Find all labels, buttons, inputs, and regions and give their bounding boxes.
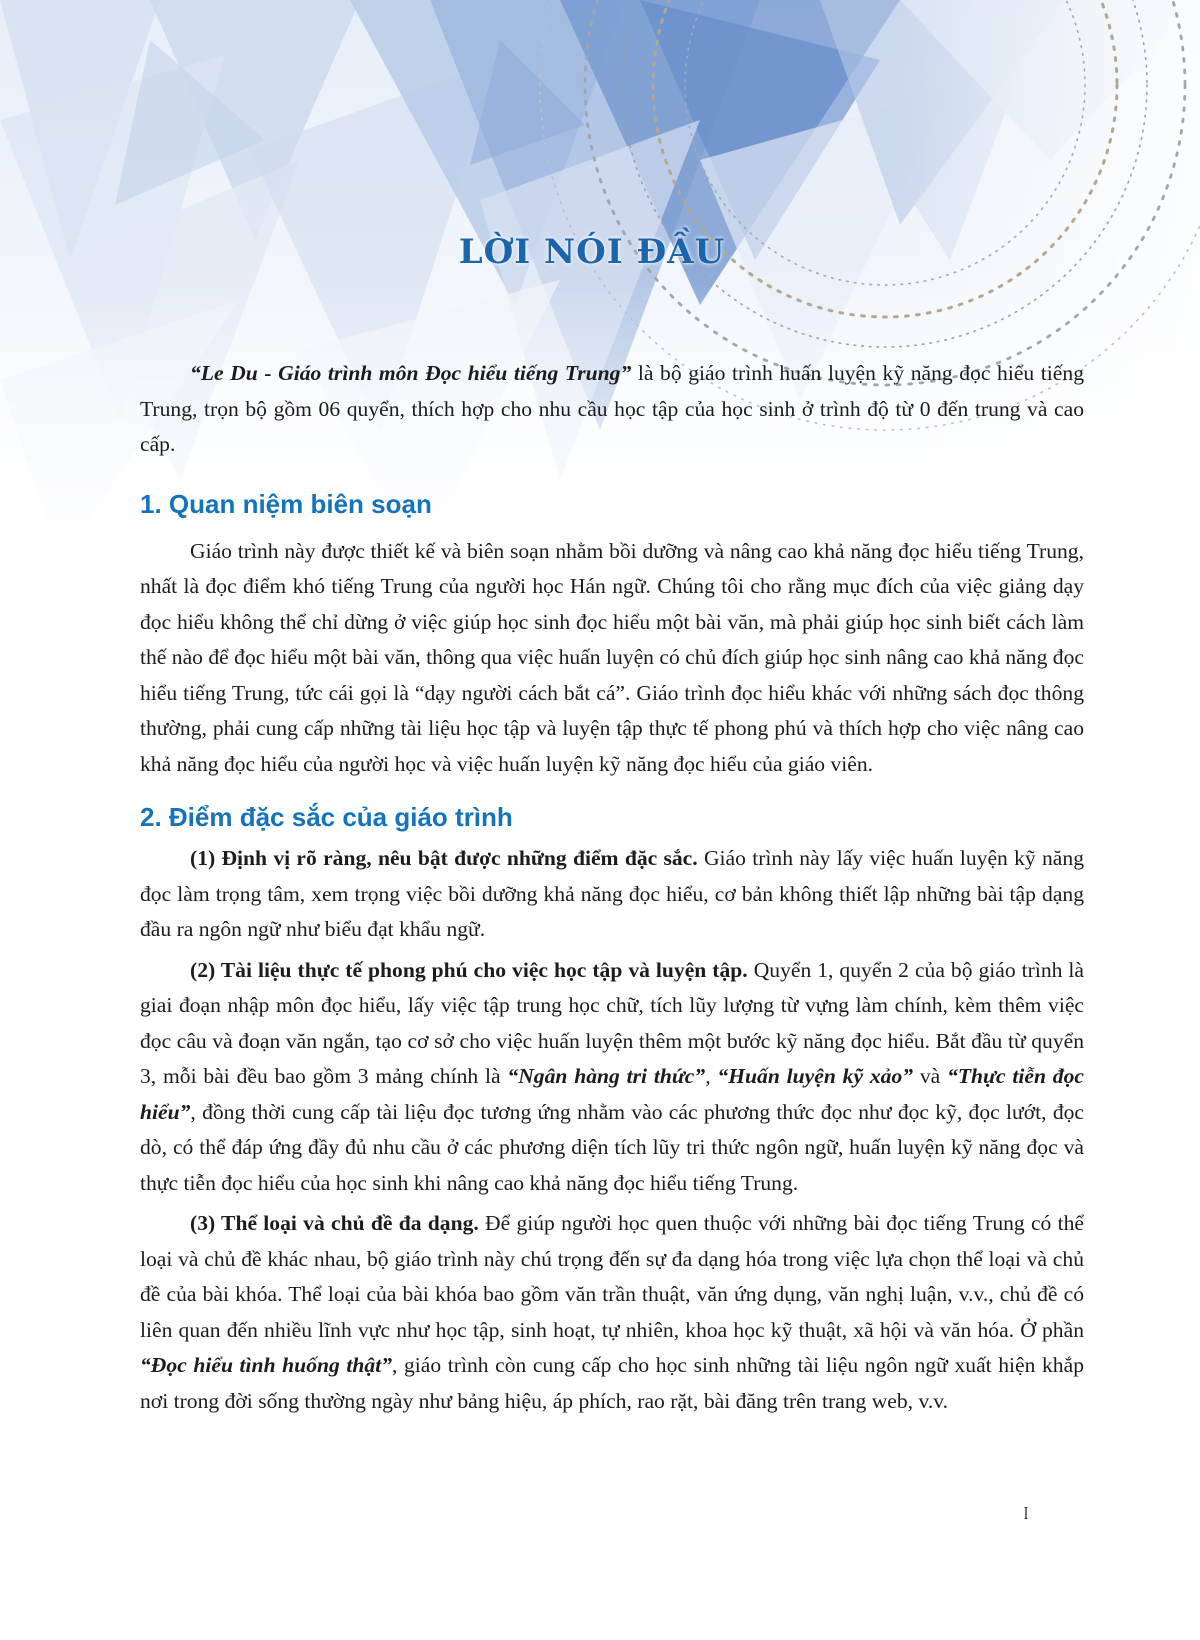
- section-heading-2: 2. Điểm đặc sắc của giáo trình: [140, 802, 513, 832]
- text-segment: “Le Du - Giáo trình môn Đọc hiểu tiếng Trung”: [190, 361, 638, 385]
- text-segment: là bộ giáo trình huấn luyện kỹ năng đọc hiểu tiếng Trung, trọn bộ gồm 06 quyển, thích hợp cho nhu cầu học tập của học sinh ở trình độ từ 0 đến trung và cao cấp.: [140, 361, 1084, 456]
- text-segment: Giáo trình này lấy việc huấn luyện kỹ năng đọc làm trọng tâm, xem trọng việc bồi dưỡng khả năng đọc hiểu, cơ bản không thiết lập những bài tập dạng đầu ra ngôn ngữ như biểu đạt khẩu ngữ.: [140, 846, 1084, 941]
- section-heading-1: 1. Quan niệm biên soạn: [140, 488, 432, 519]
- text-segment: “Huấn luyện kỹ xảo”: [717, 1064, 914, 1088]
- feature-3-paragraph: [140, 1206, 1084, 1419]
- text-segment: (2) Tài liệu thực tế phong phú cho việc học tập và luyện tập.: [190, 957, 754, 982]
- feature-2-paragraph: [140, 953, 1084, 1202]
- text-segment: , giáo trình còn cung cấp cho học sinh những tài liệu ngôn ngữ xuất hiện khắp nơi trong đời sống thường ngày như bảng hiệu, áp phích, rao rặt, bài đăng trên trang web, v.v.: [140, 1353, 1084, 1413]
- section-1-paragraph: [140, 534, 1084, 783]
- text-segment: (1) Định vị rõ ràng, nêu bật được những điểm đặc sắc.: [190, 846, 704, 870]
- text-segment: và: [913, 1064, 948, 1088]
- text-segment: Quyển 1, quyển 2 của bộ giáo trình là giai đoạn nhập môn đọc hiểu, lấy việc tập trung học chữ, tích lũy lượng từ vựng làm chính, kèm thêm việc đọc câu và đoạn văn ngắn, tạo cơ sở cho việc huấn luyện thêm một bước kỹ năng đọc hiểu. Bắt đầu từ quyển 3, mỗi bài đều bao gồm 3 mảng chính là: [140, 957, 1085, 1088]
- text-segment: “Thực tiễn đọc hiểu”: [140, 1064, 1084, 1124]
- page-title: LỜI NÓI ĐẦU: [458, 232, 726, 272]
- text-segment: (3) Thể loại và chủ đề đa dạng.: [190, 1211, 486, 1235]
- text-segment: Để giúp người học quen thuộc với những bài đọc tiếng Trung có thể loại và chủ đề khác nhau, bộ giáo trình này chú trọng đến sự đa dạng hóa trong việc lựa chọn thể loại và chủ đề của bài khóa. Thể loại của bài khóa bao gồm văn trần thuật, văn ứng dụng, văn nghị luận, v.v., chủ đề có liên quan đến nhiều lĩnh vực như học tập, sinh hoạt, tự nhiên, khoa học kỹ thuật, xã hội và văn hóa. Ở phần: [140, 1211, 1084, 1342]
- text-segment: Giáo trình này được thiết kế và biên soạn nhằm bồi dưỡng và nâng cao khả năng đọc hiểu tiếng Trung, nhất là đọc điểm khó tiếng Trung của người học Hán ngữ. Chúng tôi cho rằng mục đích của việc giảng dạy đọc hiểu không thể chỉ dừng ở việc giúp học sinh đọc hiểu một bài văn, mà phải giúp học sinh biết cách làm thế nào để đọc hiểu một bài văn, thông qua việc huấn luyện có chủ đích giúp học sinh nâng cao khả năng đọc hiểu tiếng Trung, tức cái gọi là “dạy người cách bắt cá”. Giáo trình đọc hiểu khác với những sách đọc thông thường, phải cung cấp những tài liệu học tập và luyện tập thực tế phong phú và thích hợp cho việc nâng cao khả năng đọc hiểu của người học và việc huấn luyện kỹ năng đọc hiểu của giáo viên.: [140, 538, 1084, 776]
- text-segment: “Đọc hiểu tình huống thật”: [140, 1353, 392, 1377]
- intro-paragraph: [140, 356, 1084, 463]
- text-segment: ,: [705, 1064, 718, 1088]
- page-number: I: [1023, 1503, 1029, 1523]
- feature-1-paragraph: [140, 841, 1084, 948]
- page-content: [140, 0, 1084, 1419]
- text-segment: , đồng thời cung cấp tài liệu đọc tương ứng nhằm vào các phương thức đọc như đọc kỹ, đọc lướt, đọc dò, có thể đáp ứng đầy đủ nhu cầu ở các phương diện tích lũy tri thức ngôn ngữ, huấn luyện kỹ năng đọc và thực tiễn đọc hiểu của học sinh khi nâng cao khả năng đọc hiểu tiếng Trung.: [140, 1099, 1084, 1195]
- text-segment: “Ngân hàng tri thức”: [507, 1064, 706, 1088]
